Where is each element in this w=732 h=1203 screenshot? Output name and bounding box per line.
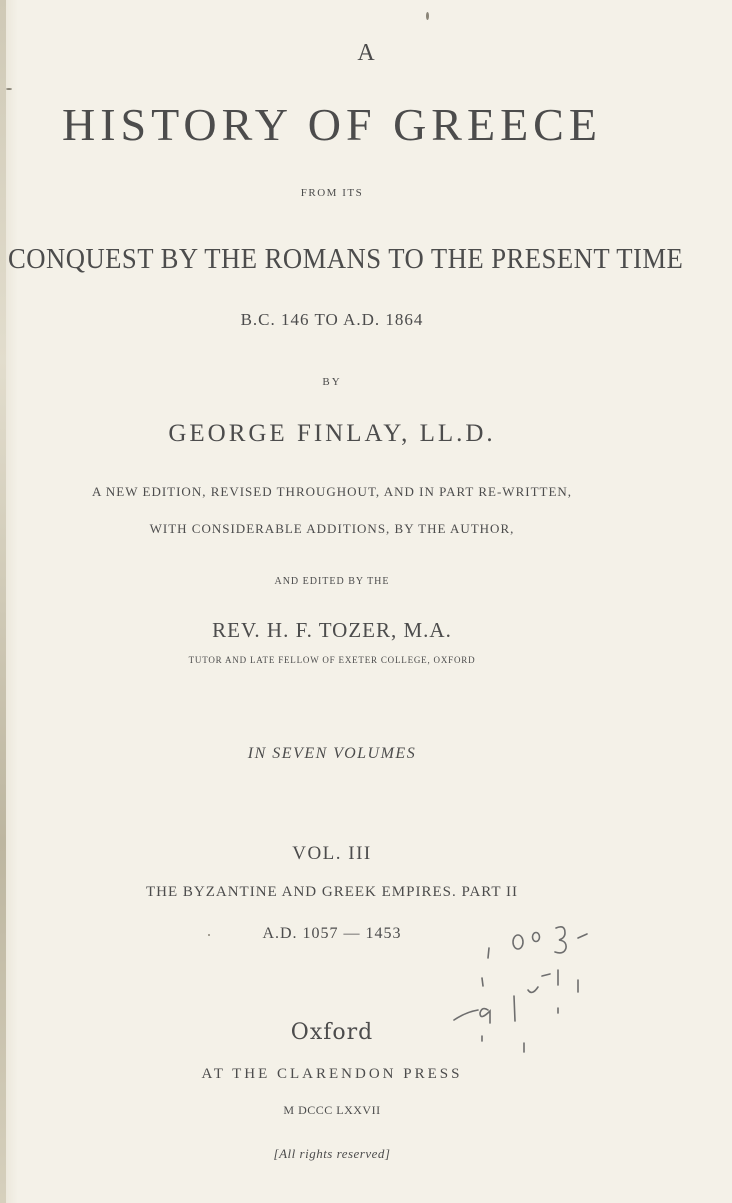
book-title: HISTORY OF GREECE [62, 99, 602, 150]
by-label: BY [322, 376, 342, 388]
paper-speck [208, 934, 210, 936]
publication-place: Oxford [290, 1020, 374, 1045]
paper-speck [426, 12, 429, 20]
volume-count: IN SEVEN VOLUMES [247, 745, 417, 762]
author-name: GEORGE FINLAY, LL.D. [168, 420, 496, 447]
edited-by-label: AND EDITED BY THE [274, 576, 390, 587]
volume-number: VOL. III [292, 843, 372, 864]
edition-note-line1: A NEW EDITION, REVISED THROUGHOUT, AND IN PART RE-WRITTEN, [91, 484, 573, 499]
editor-title: TUTOR AND LATE FELLOW OF EXETER COLLEGE, OXFORD [188, 655, 476, 665]
volume-subject: THE BYZANTINE AND GREEK EMPIRES. PART II [145, 884, 519, 900]
editor-name: REV. H. F. TOZER, M.A. [212, 618, 452, 642]
date-range: B.C. 146 TO A.D. 1864 [240, 310, 424, 329]
publication-year: M DCCC LXXVII [283, 1103, 381, 1117]
from-its-label: FROM ITS [300, 187, 364, 199]
paper-speck [6, 88, 12, 90]
edition-note-line2: WITH CONSIDERABLE ADDITIONS, BY THE AUTHOR, [149, 521, 515, 536]
rights-notice: [All rights reserved] [273, 1146, 391, 1161]
publisher: AT THE CLARENDON PRESS [201, 1066, 463, 1082]
volume-years: A.D. 1057 — 1453 [262, 925, 402, 942]
book-subtitle: CONQUEST BY THE ROMANS TO THE PRESENT TIME [8, 243, 684, 275]
handwritten-accession-note [448, 918, 608, 1058]
title-article: A [357, 40, 375, 66]
